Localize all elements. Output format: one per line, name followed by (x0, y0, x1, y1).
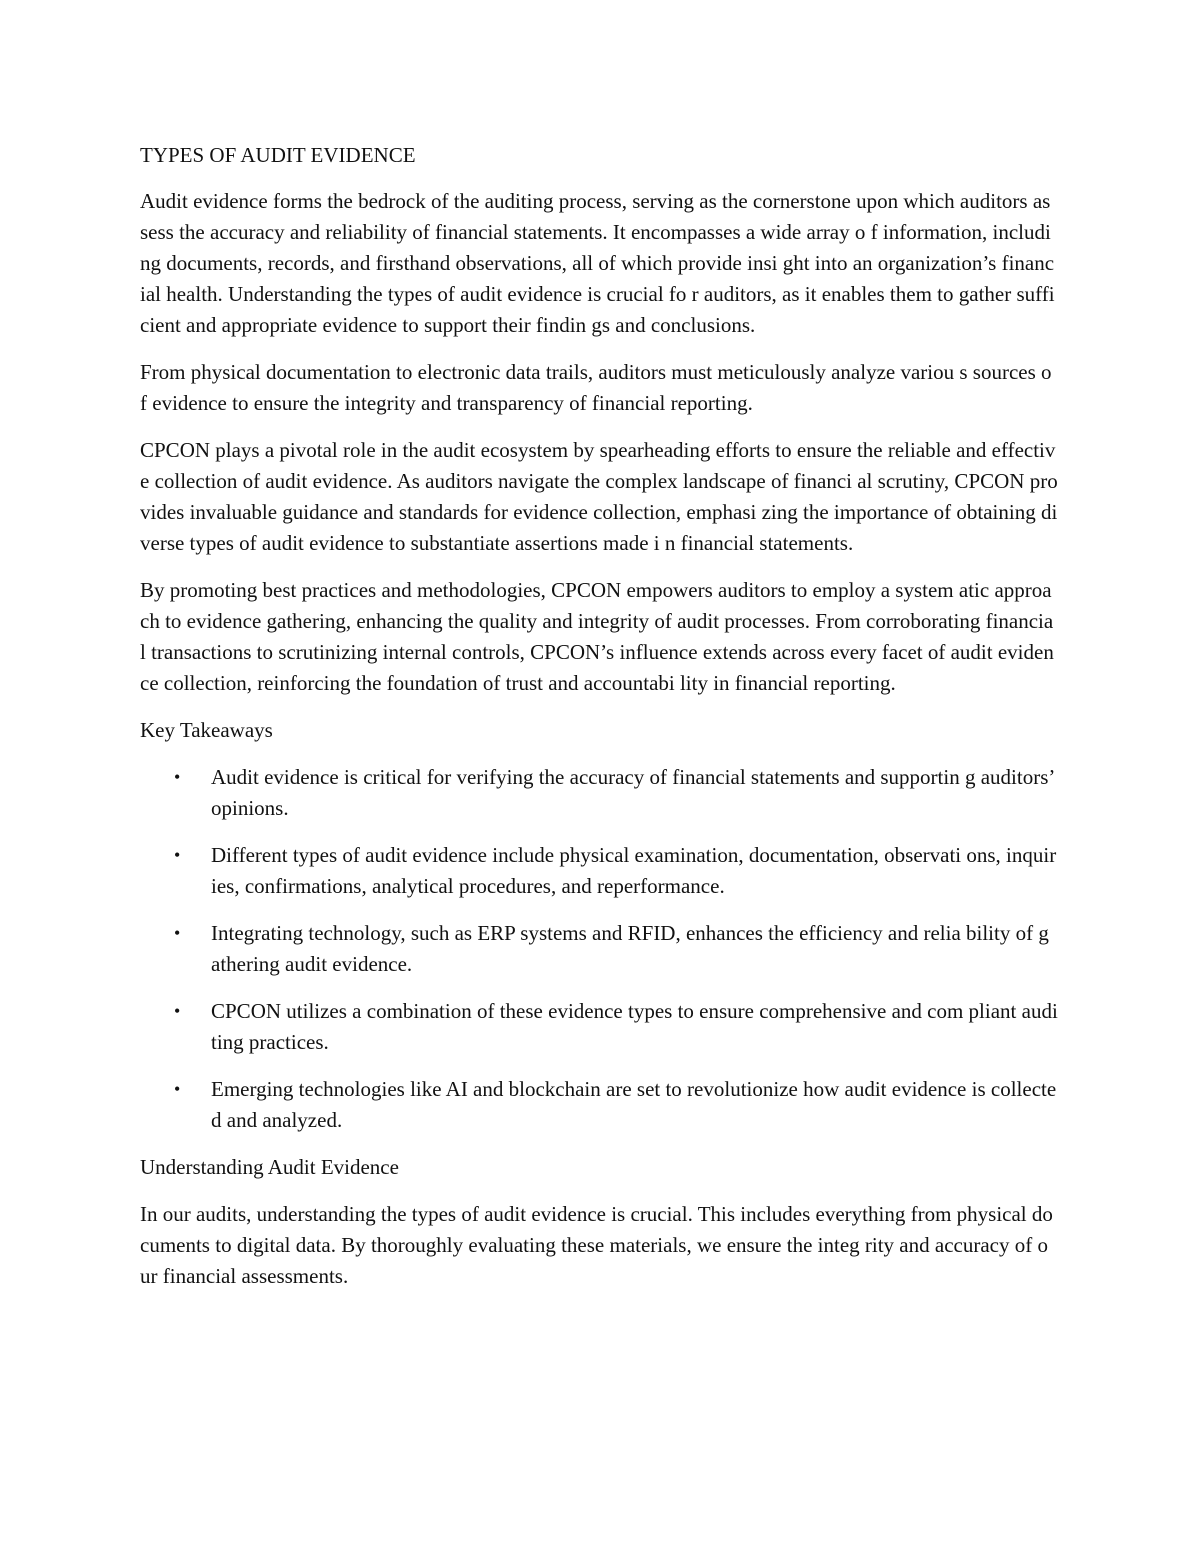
bullet-icon: • (174, 1001, 181, 1021)
bullet-icon: • (174, 923, 181, 943)
intro-paragraph-2: From physical documentation to electronic data trails, auditors must meticulously analyze variou s sources of evidence to ensure the integrity and transparency of financial reporting. (140, 360, 1052, 415)
bullet-icon: • (174, 767, 181, 787)
list-item (140, 996, 1058, 1058)
list-item-text: Audit evidence is critical for verifying the accuracy of financial statements and supportin g auditors’ opinions. (211, 765, 1054, 820)
list-item (140, 762, 1058, 824)
list-item-text: Different types of audit evidence include physical examination, documentation, observati ons, inquiries, confirmations, analytical procedures, and reperformance. (211, 843, 1057, 898)
understanding-paragraph: In our audits, understanding the types of audit evidence is crucial. This includes everything from physical documents to digital data. By thoroughly evaluating these materials, we ensure the integ rity and accuracy of our financial assessments. (140, 1202, 1053, 1288)
bullet-icon: • (174, 845, 181, 865)
intro-paragraph-1: Audit evidence forms the bedrock of the auditing process, serving as the cornerstone upon which auditors assess the accuracy and reliability of financial statements. It encompasses a wide array o f information, including documents, records, and firsthand observations, all of which provide insi ght into an organization’s financial health. Understanding the types of audit evidence is crucial fo r auditors, as it enables them to gather sufficient and appropriate evidence to support their findin gs and conclusions. (140, 189, 1055, 337)
intro-paragraph-3: CPCON plays a pivotal role in the audit ecosystem by spearheading efforts to ensure the reliable and effective collection of audit evidence. As auditors navigate the complex landscape of financi al scrutiny, CPCON provides invaluable guidance and standards for evidence collection, emphasi zing the importance of obtaining diverse types of audit evidence to substantiate assertions made i n financial statements. (140, 438, 1058, 555)
list-item-text: CPCON utilizes a combination of these evidence types to ensure comprehensive and com pliant auditing practices. (211, 999, 1058, 1054)
document-title: TYPES OF AUDIT EVIDENCE (140, 143, 416, 167)
list-item (140, 1074, 1058, 1136)
key-takeaways-list (140, 762, 1058, 1136)
understanding-heading: Understanding Audit Evidence (140, 1155, 399, 1179)
bullet-icon: • (174, 1079, 181, 1099)
list-item (140, 840, 1058, 902)
list-item-text: Integrating technology, such as ERP systems and RFID, enhances the efficiency and relia bility of gathering audit evidence. (211, 921, 1049, 976)
intro-paragraph-4: By promoting best practices and methodologies, CPCON empowers auditors to employ a system atic approach to evidence gathering, enhancing the quality and integrity of audit processes. From corroborating financial transactions to scrutinizing internal controls, CPCON’s influence extends across every facet of audit evidence collection, reinforcing the foundation of trust and accountabi lity in financial reporting. (140, 578, 1054, 695)
key-takeaways-heading: Key Takeaways (140, 718, 273, 742)
list-item (140, 918, 1058, 980)
list-item-text: Emerging technologies like AI and blockchain are set to revolutionize how audit evidence is collected and analyzed. (211, 1077, 1057, 1132)
